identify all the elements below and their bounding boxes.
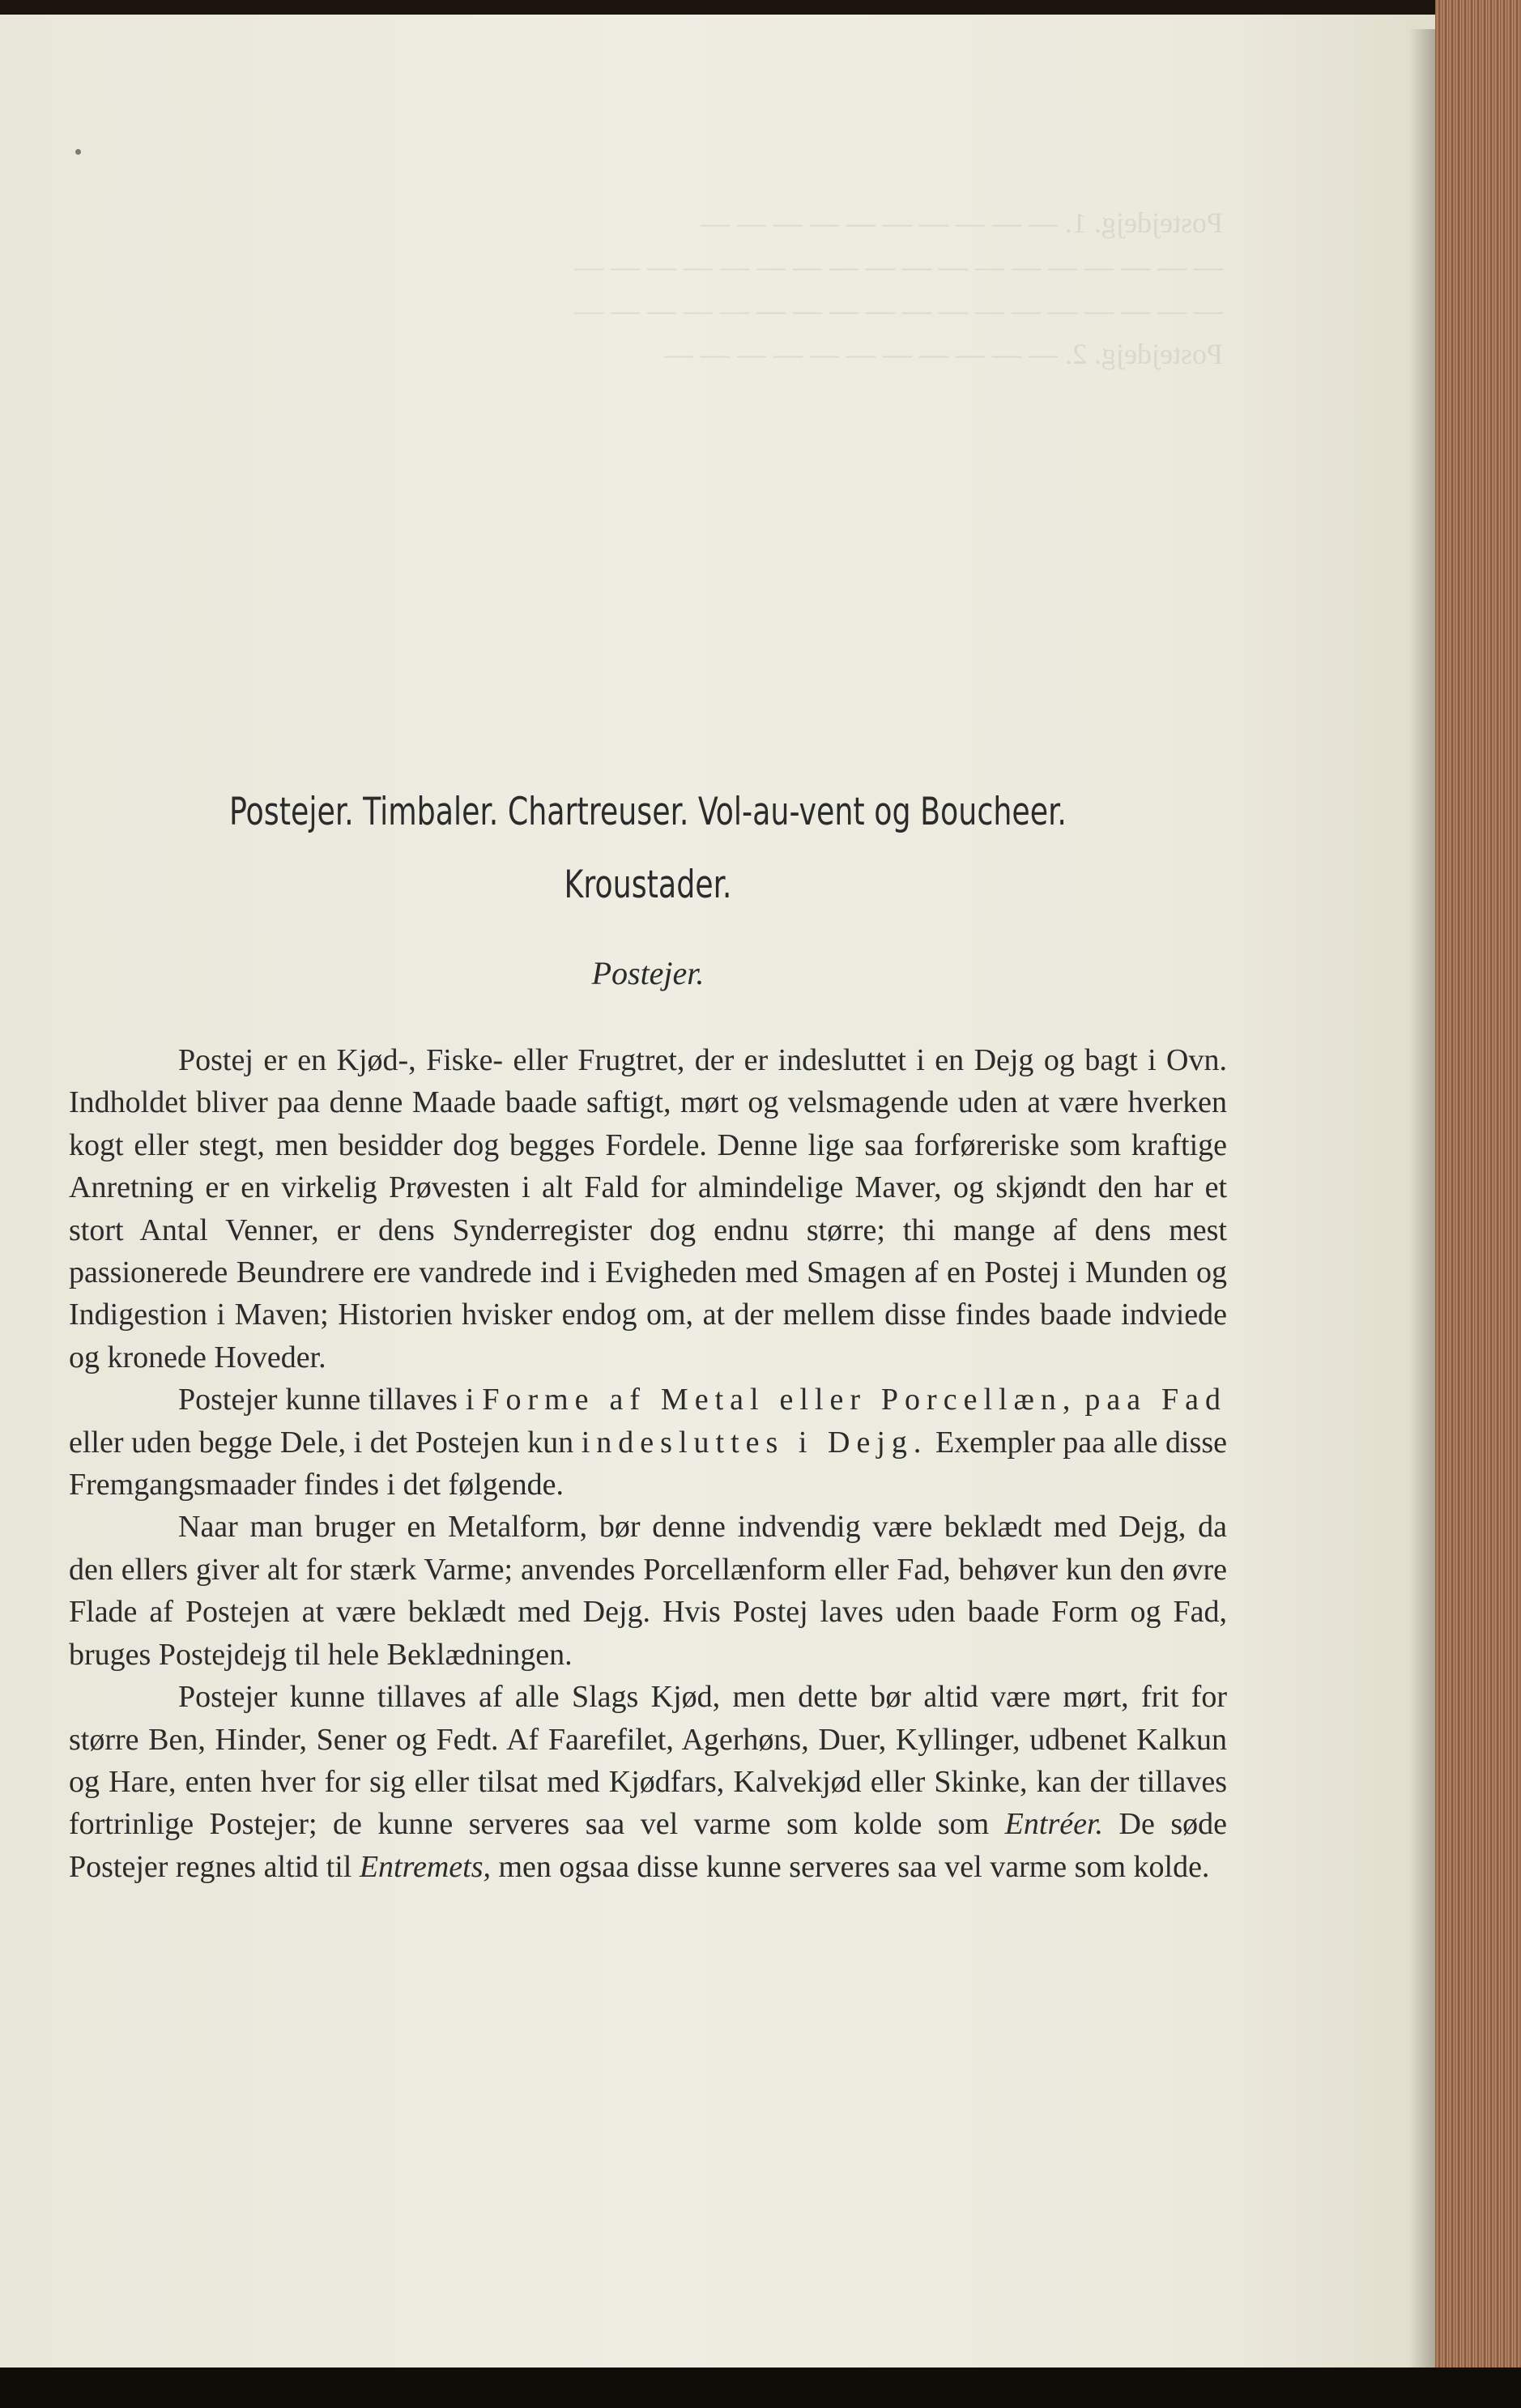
page-gutter-shadow [1409, 29, 1435, 2368]
paragraph-3: Naar man bruger en Metalform, bør denne indvendig være beklædt med Dejg, da den ellers giver alt for stærk Varme; anvendes Porcellænform eller Fad, behøver kun den øvre Flade af Postejen at være beklædt med Dejg. Hvis Postej laves uden baade Form og Fad, bruges Postejdejg til hele Beklædningen. [69, 1510, 1227, 1672]
paragraph-4-text-2: De søde Postejer regnes altid til [69, 1807, 1227, 1884]
page-bottom-shadow [0, 2368, 1521, 2408]
book-edge [1435, 0, 1521, 2408]
paragraph-2-spaced-1: Forme af Metal eller Porcellæn, [482, 1383, 1077, 1417]
page-content [69, 776, 1227, 1888]
paragraph-1: Postej er en Kjød-, Fiske- eller Frugtret, der er indesluttet i en Dejg og bagt i Ovn. Indholdet bliver paa denne Maade baade saftigt, mørt og velsmagende uden at være hverken kogt eller stegt, men besidder dog begges Fordele. Denne lige saa forføreriske som kraftige Anretning er en virkelig Prøvesten i alt Fald for almindelige Maver, og skjøndt den har et stort Antal Venner, er dens Synderregister dog endnu større; thi mange af dens mest passionerede Beundrere ere vandrede ind i Evigheden med Smagen af en Postej i Munden og Indigestion i Maven; Historien hvisker endog om, at der mellem disse findes baade indviede og kronede Hoveder. [69, 1043, 1227, 1374]
chapter-heading-line-1: Postejer. Timbaler. Chartreuser. Vol-au-vent og Boucheer. [229, 790, 1067, 834]
paragraph-4-italic-1: Entréer. [1004, 1807, 1104, 1842]
paragraph-2-text-2 [1076, 1383, 1084, 1417]
paragraph-2-spaced-3: indesluttes i Dejg. [581, 1425, 928, 1460]
paragraph-2-text-4: Exempler paa alle disse Fremgangsmaader findes i det følgende. [69, 1425, 1228, 1502]
paragraph-4-text-3: men ogsaa disse kunne serveres saa vel varme som kolde. [490, 1849, 1210, 1884]
paragraph-4-text-1: Postejer kunne tillaves af alle Slags Kjød, men dette bør altid være mørt, frit for større Ben, Hinder, Sener og Fedt. Af Faarefilet, Agerhøns, Duer, Kyllinger, udbenet Kalkun og Hare, enten hver for sig eller tilsat med Kjødfars, Kalvekjød eller Skinke, kan der tillaves fortrinlige Postejer; de kunne serveres saa vel varme som kolde som [69, 1680, 1227, 1842]
paragraph-4 [69, 1676, 1227, 1888]
chapter-heading [150, 776, 1146, 922]
paragraph-2-spaced-2: paa Fad [1084, 1383, 1228, 1417]
paragraph-2-text-3: eller uden begge Dele, i det Postejen kun [69, 1425, 582, 1460]
paragraph-2 [69, 1379, 1227, 1506]
paragraph-4-italic-2: Entremets, [359, 1849, 491, 1884]
show-through-text: Postejdejg. 1. — — — — — — — — — — — — — — — — — — — — — — — — — — — — — — — — — — — — — — — — — — — — — — Postejdejg. 2. — — — — — — — — — — — [574, 207, 1223, 370]
section-subheading: Postejer. [591, 955, 705, 991]
chapter-heading-line-2: Kroustader. [564, 863, 732, 907]
paragraph-2-text-1: Postejer kunne tillaves i [178, 1383, 483, 1417]
page-speck [75, 149, 81, 155]
